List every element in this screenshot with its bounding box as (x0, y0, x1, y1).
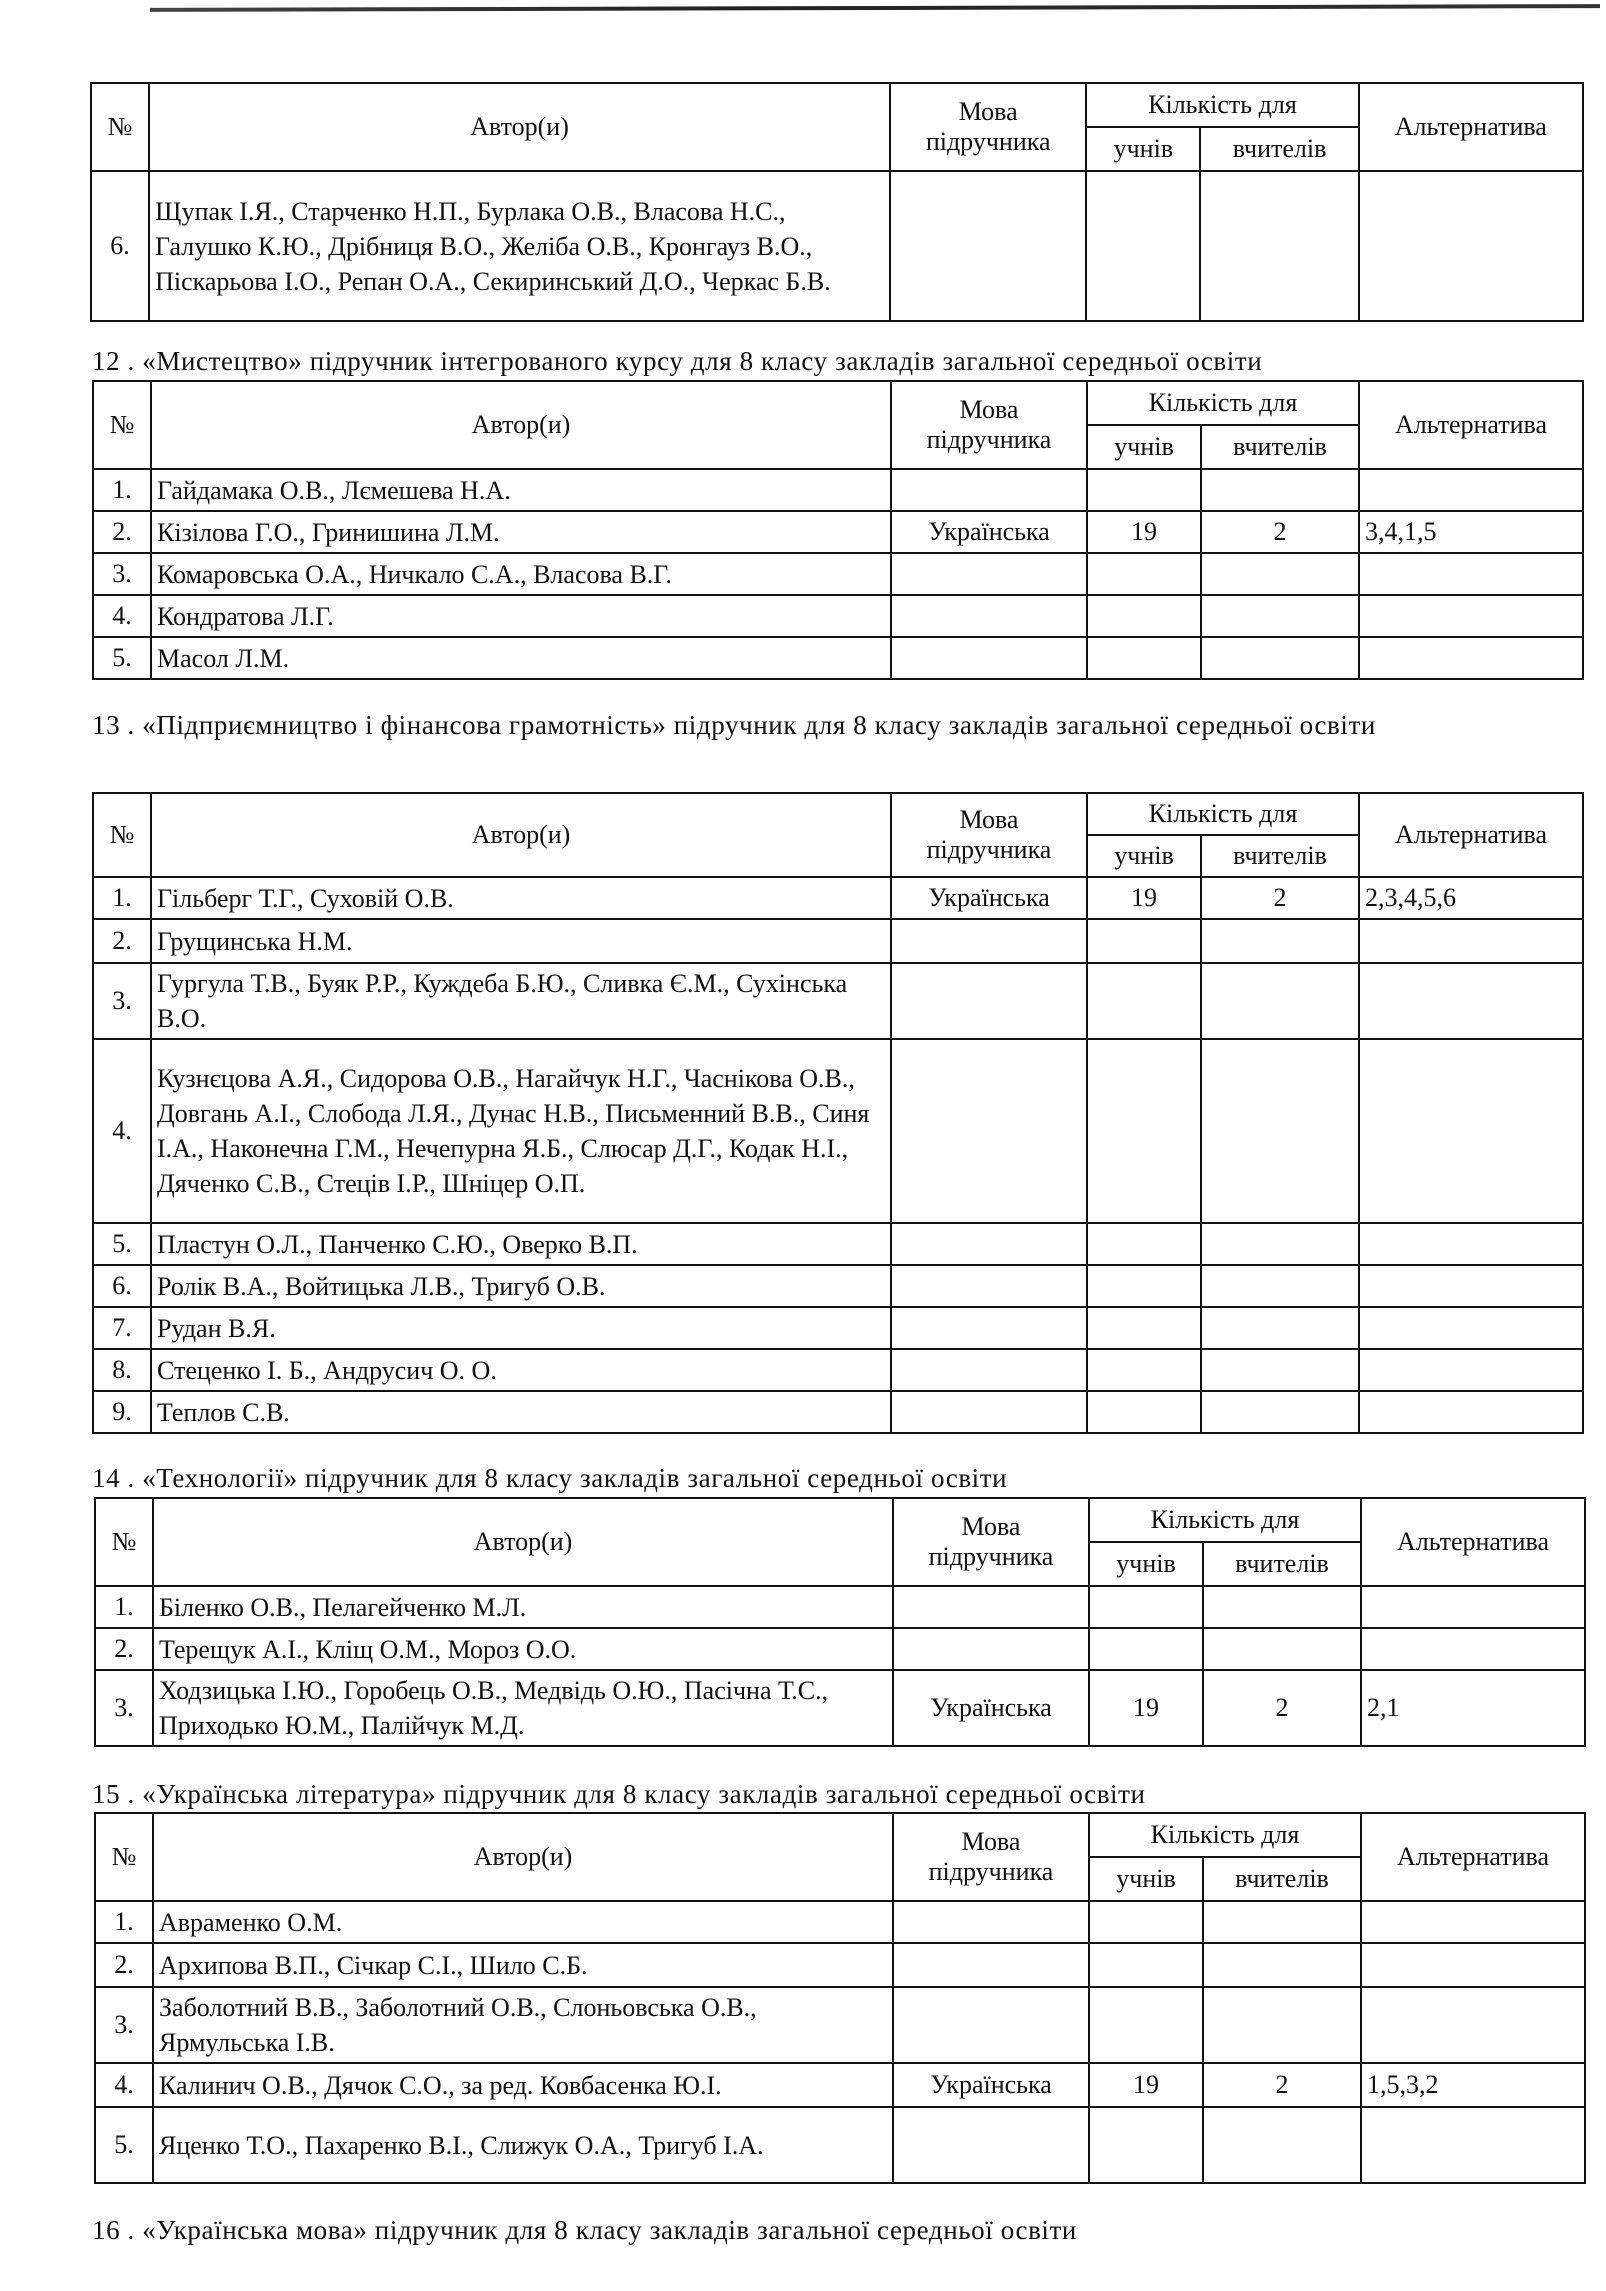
row-authors: Грущинська Н.М. (151, 919, 891, 963)
row-alternative (1359, 595, 1583, 637)
section-title: 13 . «Підприємництво і фінансова грамотність» підручник для 8 класу закладів загальної середньої освіти (92, 710, 1376, 740)
table-header-row (95, 1498, 1585, 1542)
row-students-count (1089, 1628, 1203, 1670)
row-students-count (1087, 1391, 1201, 1433)
row-language: Українська (891, 877, 1087, 919)
row-alternative (1361, 2107, 1585, 2183)
row-students-count (1087, 919, 1201, 963)
row-number: 1. (93, 469, 151, 511)
row-teachers-count (1203, 2107, 1361, 2183)
textbook-table (92, 792, 1584, 1434)
row-number: 5. (93, 1223, 151, 1265)
row-teachers-count (1203, 1901, 1361, 1943)
table-header-row (91, 83, 1583, 127)
row-number: 3. (93, 963, 151, 1039)
row-teachers-count (1201, 919, 1359, 963)
table-row (93, 595, 1583, 637)
row-students-count (1087, 469, 1201, 511)
row-number: 2. (95, 1628, 153, 1670)
table-row (95, 1943, 1585, 1987)
section-title-16: 16 . «Українська мова» підручник для 8 класу закладів загальної середньої освіти (92, 2215, 1077, 2245)
row-teachers-count (1203, 1987, 1361, 2063)
header-alternative: Альтернатива (1359, 793, 1583, 877)
row-authors: Терещук А.І., Кліщ О.М., Мороз О.О. (153, 1628, 893, 1670)
table-row (95, 1628, 1585, 1670)
row-language (893, 2107, 1089, 2183)
scan-edge-line (150, 4, 1600, 12)
row-alternative: 2,1 (1361, 1670, 1585, 1746)
table-header-row (93, 793, 1583, 835)
row-teachers-count (1201, 469, 1359, 511)
row-students-count (1087, 1349, 1201, 1391)
row-language (893, 1586, 1089, 1628)
row-language (891, 469, 1087, 511)
row-alternative (1359, 1349, 1583, 1391)
row-students-count (1089, 1987, 1203, 2063)
row-authors: Яценко Т.О., Пахаренко В.І., Слижук О.А., Тригуб І.А. (153, 2107, 893, 2183)
row-authors: Кузнєцова А.Я., Сидорова О.В., Нагайчук Н.Г., Часнікова О.В., Довгань А.І., Слобода Л.Я., Дунас Н.В., Письменний В.В., Синя І.А., Наконечна Г.М., Нечепурна Я.Б., Слюсар Д.Г., Кодак Н.І., Дяченко С.В., Стеців І.Р., Шніцер О.П. (151, 1039, 891, 1223)
header-teachers: вчителів (1203, 1857, 1361, 1901)
row-alternative (1359, 1039, 1583, 1223)
row-authors: Авраменко О.М. (153, 1901, 893, 1943)
row-number: 5. (95, 2107, 153, 2183)
row-number: 4. (95, 2063, 153, 2107)
header-author: Автор(и) (151, 793, 891, 877)
row-students-count (1087, 1307, 1201, 1349)
row-alternative: 3,4,1,5 (1359, 511, 1583, 553)
textbook-table (94, 1497, 1586, 1747)
row-authors: Комаровська О.А., Ничкало С.А., Власова В.Г. (151, 553, 891, 595)
row-teachers-count (1201, 1223, 1359, 1265)
header-alternative: Альтернатива (1361, 1813, 1585, 1901)
table-header-row (93, 381, 1583, 425)
table-row (93, 877, 1583, 919)
header-count: Кількість для (1087, 381, 1359, 425)
header-teachers: вчителів (1201, 425, 1359, 469)
row-authors: Кізілова Г.О., Гринишина Л.М. (151, 511, 891, 553)
row-authors: Гільберг Т.Г., Суховій О.В. (151, 877, 891, 919)
header-num: № (95, 1498, 153, 1586)
row-authors: Архипова В.П., Січкар С.І., Шило С.Б. (153, 1943, 893, 1987)
row-authors: Стеценко І. Б., Андрусич О. О. (151, 1349, 891, 1391)
row-students-count (1086, 171, 1200, 321)
row-students-count: 19 (1087, 877, 1201, 919)
row-authors: Гургула Т.В., Буяк Р.Р., Куждеба Б.Ю., Сливка Є.М., Сухінська В.О. (151, 963, 891, 1039)
row-authors: Кондратова Л.Г. (151, 595, 891, 637)
row-language (891, 553, 1087, 595)
row-language (891, 919, 1087, 963)
row-authors: Гайдамака О.В., Лємешева Н.А. (151, 469, 891, 511)
header-language: Мова підручника (891, 381, 1087, 469)
row-number: 1. (93, 877, 151, 919)
row-alternative: 1,5,3,2 (1361, 2063, 1585, 2107)
header-num: № (93, 381, 151, 469)
row-language (893, 1987, 1089, 2063)
row-teachers-count: 2 (1203, 1670, 1361, 1746)
table-row (95, 2063, 1585, 2107)
row-teachers-count: 2 (1201, 511, 1359, 553)
row-authors: Теплов С.В. (151, 1391, 891, 1433)
row-number: 2. (95, 1943, 153, 1987)
header-language: Мова підручника (890, 83, 1086, 171)
row-teachers-count (1201, 595, 1359, 637)
table-row (93, 469, 1583, 511)
row-students-count (1087, 1265, 1201, 1307)
header-num: № (91, 83, 149, 171)
row-language (891, 1265, 1087, 1307)
table-row (95, 1901, 1585, 1943)
header-author: Автор(и) (149, 83, 890, 171)
row-alternative (1359, 1391, 1583, 1433)
header-students: учнів (1086, 127, 1200, 171)
row-authors: Ролік В.А., Войтицька Л.В., Тригуб О.В. (151, 1265, 891, 1307)
row-students-count (1089, 2107, 1203, 2183)
row-teachers-count: 2 (1203, 2063, 1361, 2107)
row-number: 6. (91, 171, 149, 321)
row-alternative (1359, 963, 1583, 1039)
section-title: 12 . «Мистецтво» підручник інтегрованого курсу для 8 класу закладів загальної середньої освіти (92, 346, 1263, 376)
header-count: Кількість для (1086, 83, 1358, 127)
row-language: Українська (893, 1670, 1089, 1746)
row-language (893, 1943, 1089, 1987)
row-teachers-count (1201, 1265, 1359, 1307)
row-teachers-count (1203, 1943, 1361, 1987)
row-authors: Рудан В.Я. (151, 1307, 891, 1349)
table-row (95, 1586, 1585, 1628)
header-students: учнів (1087, 835, 1201, 877)
row-alternative (1359, 919, 1583, 963)
header-alternative: Альтернатива (1361, 1498, 1585, 1586)
table-row (93, 963, 1583, 1039)
header-language: Мова підручника (893, 1813, 1089, 1901)
header-count: Кількість для (1087, 793, 1359, 835)
row-teachers-count (1201, 1391, 1359, 1433)
row-alternative (1359, 637, 1583, 679)
row-students-count (1087, 1223, 1201, 1265)
header-author: Автор(и) (151, 381, 891, 469)
row-number: 9. (93, 1391, 151, 1433)
header-author: Автор(и) (153, 1498, 893, 1586)
row-language (891, 1349, 1087, 1391)
row-alternative (1361, 1901, 1585, 1943)
row-alternative (1359, 469, 1583, 511)
row-authors: Біленко О.В., Пелагейченко М.Л. (153, 1586, 893, 1628)
row-alternative: 2,3,4,5,6 (1359, 877, 1583, 919)
row-number: 3. (95, 1987, 153, 2063)
row-students-count (1087, 963, 1201, 1039)
row-alternative (1361, 1943, 1585, 1987)
row-teachers-count (1200, 171, 1358, 321)
table-row (93, 1349, 1583, 1391)
row-teachers-count (1201, 1307, 1359, 1349)
section-title: 14 . «Технології» підручник для 8 класу закладів загальної середньої освіти (92, 1463, 1008, 1493)
table-row (93, 1039, 1583, 1223)
row-number: 6. (93, 1265, 151, 1307)
row-number: 3. (95, 1670, 153, 1746)
header-alternative: Альтернатива (1359, 83, 1583, 171)
row-students-count (1089, 1943, 1203, 1987)
row-teachers-count (1201, 1039, 1359, 1223)
row-number: 2. (93, 919, 151, 963)
table-row (95, 1670, 1585, 1746)
row-alternative (1359, 1307, 1583, 1349)
row-teachers-count (1201, 963, 1359, 1039)
row-students-count (1089, 1586, 1203, 1628)
row-alternative (1361, 1987, 1585, 2063)
row-students-count (1087, 553, 1201, 595)
table-row (91, 171, 1583, 321)
row-alternative (1359, 171, 1583, 321)
row-students-count (1087, 1039, 1201, 1223)
header-author: Автор(и) (153, 1813, 893, 1901)
header-language: Мова підручника (893, 1498, 1089, 1586)
row-language (893, 1901, 1089, 1943)
row-number: 7. (93, 1307, 151, 1349)
row-number: 4. (93, 595, 151, 637)
header-students: учнів (1089, 1542, 1203, 1586)
row-language (891, 963, 1087, 1039)
row-language (891, 1223, 1087, 1265)
row-language (891, 1391, 1087, 1433)
row-number: 1. (95, 1586, 153, 1628)
table-row (93, 637, 1583, 679)
row-teachers-count (1203, 1586, 1361, 1628)
table-row (93, 553, 1583, 595)
table-row (93, 1391, 1583, 1433)
row-alternative (1361, 1628, 1585, 1670)
row-number: 4. (93, 1039, 151, 1223)
table-row (93, 1223, 1583, 1265)
header-language: Мова підручника (891, 793, 1087, 877)
row-teachers-count (1201, 553, 1359, 595)
row-students-count: 19 (1089, 1670, 1203, 1746)
row-alternative (1359, 1265, 1583, 1307)
row-number: 8. (93, 1349, 151, 1391)
section-title: 15 . «Українська література» підручник для 8 класу закладів загальної середньої освіти (92, 1779, 1146, 1809)
row-students-count (1087, 637, 1201, 679)
row-language: Українська (893, 2063, 1089, 2107)
row-number: 1. (95, 1901, 153, 1943)
table-row (95, 2107, 1585, 2183)
row-authors: Пластун О.Л., Панченко С.Ю., Оверко В.П. (151, 1223, 891, 1265)
row-students-count: 19 (1087, 511, 1201, 553)
textbook-table (92, 380, 1584, 680)
table-row (93, 511, 1583, 553)
row-alternative (1359, 1223, 1583, 1265)
row-teachers-count (1201, 637, 1359, 679)
header-alternative: Альтернатива (1359, 381, 1583, 469)
header-students: учнів (1087, 425, 1201, 469)
header-teachers: вчителів (1200, 127, 1358, 171)
row-number: 2. (93, 511, 151, 553)
header-students: учнів (1089, 1857, 1203, 1901)
table-header-row (95, 1813, 1585, 1857)
row-students-count: 19 (1089, 2063, 1203, 2107)
row-language: Українська (891, 511, 1087, 553)
row-language (891, 595, 1087, 637)
row-language (891, 1039, 1087, 1223)
row-students-count (1087, 595, 1201, 637)
row-authors: Ходзицька І.Ю., Горобець О.В., Медвідь О.Ю., Пасічна Т.С., Приходько Ю.М., Палійчук М.Д. (153, 1670, 893, 1746)
row-language (891, 1307, 1087, 1349)
row-language (891, 637, 1087, 679)
header-count: Кількість для (1089, 1498, 1361, 1542)
row-authors: Щупак І.Я., Старченко Н.П., Бурлака О.В., Власова Н.С., Галушко К.Ю., Дрібниця В.О., Желіба О.В., Кронгауз В.О., Піскарьова І.О., Репан О.А., Секиринський Д.О., Черкас Б.В. (149, 171, 890, 321)
row-language (893, 1628, 1089, 1670)
row-authors: Масол Л.М. (151, 637, 891, 679)
table-row (93, 919, 1583, 963)
header-num: № (93, 793, 151, 877)
row-authors: Калинич О.В., Дячок С.О., за ред. Ковбасенка Ю.І. (153, 2063, 893, 2107)
table-row (93, 1307, 1583, 1349)
row-teachers-count: 2 (1201, 877, 1359, 919)
textbook-table (94, 1812, 1586, 2184)
textbook-table (90, 82, 1584, 322)
row-teachers-count (1203, 1628, 1361, 1670)
row-alternative (1359, 553, 1583, 595)
row-number: 5. (93, 637, 151, 679)
header-teachers: вчителів (1203, 1542, 1361, 1586)
table-row (93, 1265, 1583, 1307)
table-row (95, 1987, 1585, 2063)
header-teachers: вчителів (1201, 835, 1359, 877)
row-authors: Заболотний В.В., Заболотний О.В., Слоньовська О.В., Ярмульська І.В. (153, 1987, 893, 2063)
row-students-count (1089, 1901, 1203, 1943)
row-language (890, 171, 1086, 321)
row-alternative (1361, 1586, 1585, 1628)
header-count: Кількість для (1089, 1813, 1361, 1857)
row-number: 3. (93, 553, 151, 595)
row-teachers-count (1201, 1349, 1359, 1391)
header-num: № (95, 1813, 153, 1901)
